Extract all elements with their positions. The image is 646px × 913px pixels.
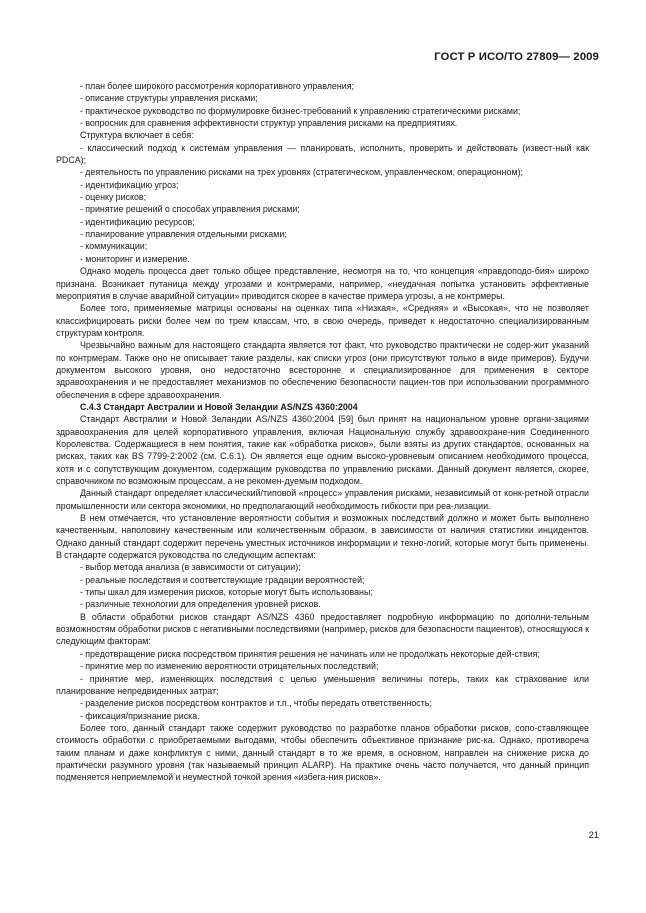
list-item: - разделение рисков посредством контрактов и т.п., чтобы передать ответственность; bbox=[80, 698, 432, 709]
document-code-header: ГОСТ Р ИСО/ТО 27809— 2009 bbox=[434, 51, 599, 63]
list-item: - идентификацию угроз; bbox=[80, 179, 179, 190]
list-item-classic-approach: - классический подход к системам управления — планировать, исполнить, проверить и действовать (извест-ный как PDCA); bbox=[56, 142, 589, 166]
list-item: - деятельность по управлению рисками на трех уровнях (стратегическом, управленческом, операционном); bbox=[80, 167, 524, 178]
list-item: - принятие мер по изменению вероятности отрицательных последствий; bbox=[80, 661, 379, 672]
paragraph: Более того, данный стандарт также содержит руководство по разработке планов обработки рисков, сопо-ставляющее стоимость обработки с приобретаемыми выгодами, чтобы обеспечить объективное признание рис-ка. Однако, противореча таким планам и даже конфликтуя с ними, данный стандарт в то же время, в основном, направлен на снижение риска до практически разумного уровня (так называемый принцип ALARP). На практике очень часто получается, что данный принцип подменяется неприемлемой и неуместной точкой зрения «избега-ния рисков». bbox=[56, 722, 589, 783]
list-item: - практическое руководство по формулировке бизнес-требований к управлению стратегическими рисками; bbox=[80, 105, 521, 116]
list-item: - различные технологии для определения уровней рисков. bbox=[80, 599, 321, 610]
list-item: - описание структуры управления рисками; bbox=[80, 93, 258, 104]
list-item: - коммуникации; bbox=[80, 241, 148, 252]
structure-intro: Структура включает в себя: bbox=[80, 130, 194, 141]
list-item: - оценку рисков; bbox=[80, 192, 147, 203]
list-item: - принятие мер, изменяющих последствия с целью уменьшения величины потерь, таких как страхование или планирование непредвиденных затрат; bbox=[56, 673, 589, 696]
list-item: - выбор метода анализа (в зависимости от ситуации); bbox=[80, 562, 301, 573]
paragraph: Чрезвычайно важным для настоящего стандарта является тот факт, что руководство практически не содер-жит указаний по контрмерам. Также оно не описывает такие разделы, как списки угроз (они присутствуют только в виде примеров). Будучи документом высокого уровня, оно недостаточно всесторонне и специализированное для применения в секторе здравоохранения и не предоставляет механизмов по обеспечению безопасности пациен-тов при использовании программного обеспечения в сфере здравоохранения. bbox=[56, 340, 589, 400]
list-item: - вопросник для сравнения эффективности структур управления рисками на предприятиях. bbox=[80, 118, 458, 129]
list-item: - типы шкал для измерения рисков, которые могут быть использованы; bbox=[80, 587, 373, 598]
paragraph: В нем отмечается, что установление вероятности события и возможных последствий должно и может быть выполнено качественным, наполовину качественным или количественным образом, в зависимости от наличия статистики инцидентов. Однако данный стандарт содержит перечень уместных источников информации и техно-логий, которые могут быть применены. В стандарте содержатся руководства по следующим аспектам: bbox=[56, 513, 589, 561]
paragraph: В области обработки рисков стандарт AS/NZS 4360 предоставляет подробную информацию по дополни-тельным возможностям обработки рисков с негативными последствиями (например, рисков для безопасности пациентов), относящуюся к следующим факторам: bbox=[56, 611, 589, 647]
page-number: 21 bbox=[588, 829, 599, 840]
list-item: - план более широкого рассмотрения корпоративного управления; bbox=[80, 81, 354, 91]
list-item: - предотвращение риска посредством принятия решения не начинать или не продолжать некоторые дей-ствия; bbox=[80, 648, 540, 659]
list-item: - идентификацию ресурсов; bbox=[80, 216, 195, 227]
list-item: - фиксация/признание риска. bbox=[80, 710, 200, 721]
section-heading: С.4.3 Стандарт Австралии и Новой Зеландии AS/NZS 4360:2004 bbox=[80, 401, 358, 412]
list-item: - мониторинг и измерение. bbox=[80, 253, 190, 264]
paragraph: Стандарт Австралии и Новой Зеландии AS/NZS 4360:2004 [59] был принят на национальном уровне органи-зациями здравоохранения для целей корпоративного управления, включая Национальную службу здравоохране-ния Соединенного Королевства. Содержащиеся в нем понятия, такие как «обработка рисков», были взяты из других стандартов, основанных на рисках, таких как BS 7799-2:2002 (см. С.6.1). Он является еще одним высоко-уровневым описанием необходимого процесса, хотя и с сопутствующим документом, содержащим руководства по управлению рисками. Данный документ является, скорее, справочником по возможным процессам, а не рекомен-дуемым подходом. bbox=[56, 414, 589, 486]
list-item: - планирование управления отдельными рисками; bbox=[80, 229, 287, 240]
paragraph: Более того, применяемые матрицы основаны на оценках типа «Низкая», «Средняя» и «Высокая», что не позволяет классифицировать риски более чем по трем классам, что, в свою очередь, приведет к недостаточно специализированным структурам контроля. bbox=[56, 303, 589, 338]
list-item: - реальные последствия и соответствующие градации вероятностей; bbox=[80, 574, 365, 585]
paragraph: Однако модель процесса дает только общее представление, несмотря на то, что концепция «правдоподо-бия» широко признана. Возникает путаница между угрозами и контрмерами, например, «неудачная попытка установить эффективные мероприятия в случае аварийной ситуации» приводится скорее в качестве примера угрозы, а не контрмеры. bbox=[56, 266, 589, 301]
list-item: - принятие решений о способах управления рисками; bbox=[80, 204, 300, 215]
page-body bbox=[56, 80, 589, 784]
paragraph: Данный стандарт определяет классический/типовой «процесс» управления рисками, независимый от конк-ретной отрасли промышленности или сектора экономики, но предполагающий необходимость гибкости при реа-лизации. bbox=[56, 488, 589, 511]
